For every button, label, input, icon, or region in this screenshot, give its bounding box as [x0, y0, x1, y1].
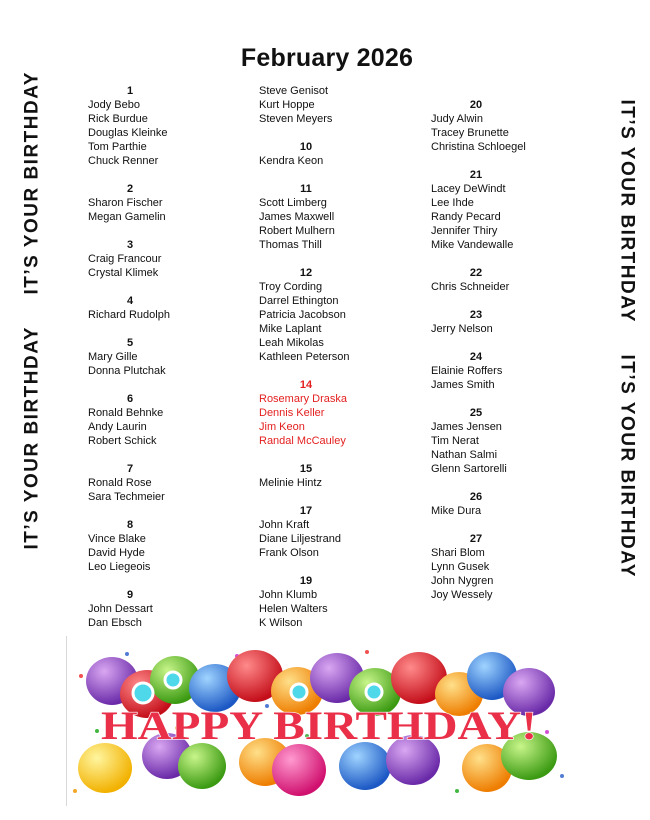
birthday-group [259, 168, 353, 252]
birthday-name: Ronald Rose [88, 477, 152, 489]
group-spacer [88, 574, 172, 588]
birthday-name: John Dessart [88, 603, 153, 615]
group-spacer [88, 322, 172, 336]
day-number: 1 [126, 85, 134, 97]
birthday-name: Mike Dura [431, 505, 482, 517]
birthday-name: Joy Wessely [431, 589, 493, 601]
birthday-name: Chris Schneider [431, 281, 510, 293]
group-spacer [259, 364, 353, 378]
birthday-name: Randy Pecard [431, 211, 501, 223]
birthday-name: Mike Laplant [259, 323, 322, 335]
birthday-name: Tim Nerat [431, 435, 479, 447]
birthday-group [88, 322, 172, 378]
birthday-group [88, 574, 172, 630]
birthday-name: John Nygren [431, 575, 494, 587]
birthday-group [431, 336, 521, 392]
side-text-left-top: IT’S YOUR BIRTHDAY [21, 71, 43, 295]
side-text-right-top: IT’S YOUR BIRTHDAY [616, 99, 638, 323]
birthday-name: Thomas Thill [259, 239, 322, 251]
birthday-name: Patricia Jacobson [259, 309, 346, 321]
birthday-name: Christina Schloegel [431, 141, 526, 153]
birthday-group [88, 378, 172, 448]
group-spacer [259, 490, 353, 504]
day-number: 26 [469, 491, 483, 503]
birthday-name: Leah Mikolas [259, 337, 324, 349]
day-number: 6 [126, 393, 134, 405]
birthday-name: James Maxwell [259, 211, 335, 223]
birthday-name: Tracey Brunette [431, 127, 509, 139]
birthday-group [88, 504, 172, 574]
birthday-group [259, 448, 353, 490]
happy-birthday-banner [66, 636, 572, 806]
day-number: 2 [126, 183, 134, 195]
birthday-group [431, 518, 521, 602]
birthday-name: Donna Plutchak [88, 365, 166, 377]
day-number: 23 [469, 309, 483, 321]
birthday-group [88, 280, 172, 322]
group-spacer [259, 448, 353, 462]
birthday-name: James Jensen [431, 421, 502, 433]
group-spacer [259, 168, 353, 182]
birthday-name: Jerry Nelson [431, 323, 493, 335]
group-spacer [431, 294, 521, 308]
day-number: 15 [299, 463, 313, 475]
day-number: 7 [126, 463, 134, 475]
birthday-group [259, 126, 353, 168]
group-spacer [259, 252, 353, 266]
group-spacer [88, 378, 172, 392]
birthday-group [259, 490, 353, 560]
birthday-name: Rosemary Draska [259, 393, 348, 405]
group-spacer [431, 518, 521, 532]
birthday-column-3 [431, 98, 526, 602]
birthday-name: Kurt Hoppe [259, 99, 315, 111]
group-spacer [259, 126, 353, 140]
day-number: 19 [299, 575, 313, 587]
birthday-name: Diane Liljestrand [259, 533, 341, 545]
page-title: February 2026 [240, 44, 414, 72]
birthday-group [88, 84, 172, 168]
day-number: 22 [469, 267, 483, 279]
birthday-name: Darrel Ethington [259, 295, 339, 307]
birthday-name: Judy Alwin [431, 113, 483, 125]
birthday-group [259, 364, 353, 448]
day-number: 10 [299, 141, 313, 153]
birthday-name: Douglas Kleinke [88, 127, 168, 139]
birthday-name: Craig Francour [88, 253, 162, 265]
birthday-group [88, 448, 172, 504]
banner-text: HAPPY BIRTHDAY! [101, 703, 537, 748]
birthday-name: Dennis Keller [259, 407, 325, 419]
birthday-name: Andy Laurin [88, 421, 147, 433]
birthday-name: Chuck Renner [88, 155, 159, 167]
birthday-name: Randal McCauley [259, 435, 346, 447]
birthday-name: Jim Keon [259, 421, 305, 433]
group-spacer [431, 476, 521, 490]
birthday-name: Helen Walters [259, 603, 328, 615]
birthday-name: Jennifer Thiry [431, 225, 498, 237]
birthday-name: Elainie Roffers [431, 365, 503, 377]
birthday-group [431, 476, 521, 518]
birthday-name: John Kraft [259, 519, 310, 531]
birthday-name: Kendra Keon [259, 155, 324, 167]
group-spacer [88, 224, 172, 238]
birthday-name: K Wilson [259, 617, 303, 629]
group-spacer [431, 252, 521, 266]
birthday-name: Rick Burdue [88, 113, 148, 125]
birthday-name: David Hyde [88, 547, 145, 559]
birthday-name: Tom Parthie [88, 141, 147, 153]
birthday-name: Robert Mulhern [259, 225, 335, 237]
day-number: 21 [469, 169, 483, 181]
birthday-name: Dan Ebsch [88, 617, 142, 629]
birthday-name: Megan Gamelin [88, 211, 166, 223]
day-number: 11 [300, 183, 312, 195]
birthday-name: John Klumb [259, 589, 318, 601]
birthday-name: Mike Vandewalle [431, 239, 514, 251]
day-number: 12 [299, 267, 313, 279]
day-number: 8 [126, 519, 134, 531]
day-number: 14 [299, 379, 313, 391]
birthday-name: Nathan Salmi [431, 449, 498, 461]
birthday-name: Mary Gille [88, 351, 138, 363]
birthday-name: Lacey DeWindt [431, 183, 506, 195]
birthday-name: Sharon Fischer [88, 197, 163, 209]
birthday-column-2 [259, 84, 353, 630]
birthday-name: Leo Liegeois [88, 561, 151, 573]
side-text-right-bottom: IT’S YOUR BIRTHDAY [616, 354, 638, 578]
birthday-group [88, 168, 172, 224]
group-spacer [431, 392, 521, 406]
day-number: 24 [469, 351, 483, 363]
group-spacer [88, 504, 172, 518]
birthday-name: Shari Blom [431, 547, 485, 559]
birthday-name: Frank Olson [259, 547, 319, 559]
birthday-name: Glenn Sartorelli [431, 463, 507, 475]
birthday-name: Vince Blake [88, 533, 146, 545]
birthday-name: Lee Ihde [431, 197, 474, 209]
birthday-group [431, 98, 526, 154]
birthday-group [431, 392, 521, 476]
group-spacer [431, 336, 521, 350]
birthday-name: Richard Rudolph [88, 309, 170, 321]
birthday-name: James Smith [431, 379, 495, 391]
group-spacer [88, 168, 172, 182]
birthday-group [259, 84, 353, 126]
day-number: 4 [126, 295, 134, 307]
birthday-group [431, 252, 521, 294]
group-spacer [88, 280, 172, 294]
birthday-group [259, 252, 353, 364]
day-number: 3 [126, 239, 134, 251]
birthday-name: Sara Techmeier [88, 491, 165, 503]
side-text-left-bottom: IT’S YOUR BIRTHDAY [21, 326, 43, 550]
day-number: 25 [469, 407, 483, 419]
birthday-name: Jody Bebo [88, 99, 140, 111]
birthday-group [259, 560, 353, 630]
birthday-name: Troy Cording [259, 281, 323, 293]
birthday-name: Robert Schick [88, 435, 157, 447]
birthday-name: Melinie Hintz [259, 477, 322, 489]
group-spacer [259, 560, 353, 574]
birthday-name: Ronald Behnke [88, 407, 164, 419]
group-spacer [88, 448, 172, 462]
birthday-name: Steven Meyers [259, 113, 333, 125]
day-number: 9 [126, 589, 134, 601]
birthday-column-1 [88, 84, 172, 630]
group-spacer [431, 154, 521, 168]
day-number: 17 [299, 505, 313, 517]
birthday-name: Scott Limberg [259, 197, 327, 209]
day-number: 20 [469, 99, 483, 111]
balloons-illustration [67, 636, 572, 806]
birthday-name: Steve Genisot [259, 85, 329, 97]
birthday-name: Lynn Gusek [431, 561, 490, 573]
birthday-group [88, 224, 172, 280]
birthday-group [431, 154, 521, 252]
day-number: 5 [126, 337, 134, 349]
birthday-group [431, 294, 521, 336]
birthday-name: Crystal Klimek [88, 267, 159, 279]
day-number: 27 [469, 533, 483, 545]
birthday-name: Kathleen Peterson [259, 351, 350, 363]
